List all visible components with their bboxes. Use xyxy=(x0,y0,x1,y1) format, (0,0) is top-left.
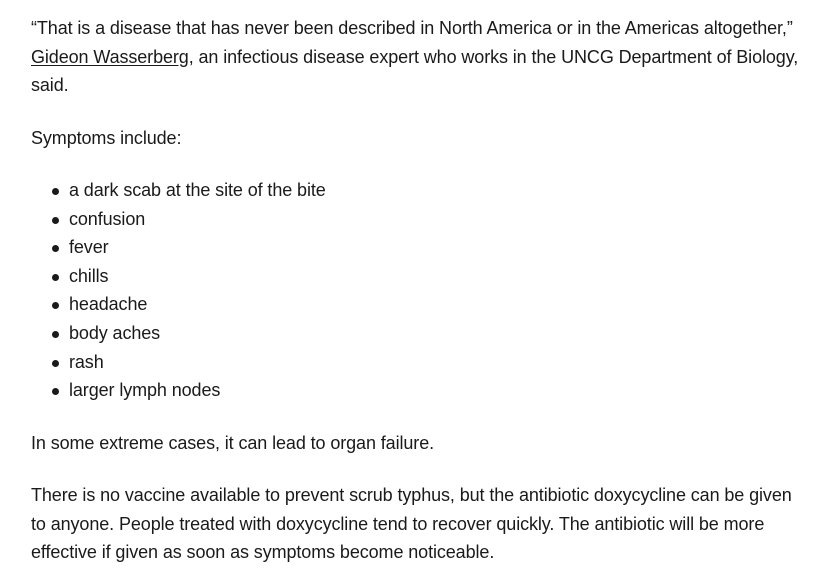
list-item xyxy=(69,348,811,377)
treatment-paragraph: There is no vaccine available to prevent scrub typhus, but the antibiotic doxycycline can be given to anyone. People treated with doxycycline tend to recover quickly. The antibiotic will be more effective if given as soon as symptoms become noticeable. xyxy=(31,485,792,563)
list-item xyxy=(69,233,811,262)
bullet-icon xyxy=(52,245,59,252)
quote-text-before-link: “That is a disease that has never been described in North America or in the Americas altogether,” xyxy=(31,18,793,38)
list-item xyxy=(69,319,811,348)
symptoms-list xyxy=(31,176,811,405)
list-item xyxy=(69,376,811,405)
list-item xyxy=(69,176,811,205)
extreme-cases-paragraph: In some extreme cases, it can lead to organ failure. xyxy=(31,432,435,453)
symptom-text: confusion xyxy=(69,208,146,229)
quote-paragraph xyxy=(31,14,811,100)
list-item xyxy=(69,290,811,319)
symptom-text: larger lymph nodes xyxy=(69,380,221,401)
bullet-icon xyxy=(52,302,59,309)
bullet-icon xyxy=(52,331,59,338)
expert-name-link[interactable]: Gideon Wasserberg xyxy=(31,46,189,67)
bullet-icon xyxy=(52,217,59,224)
quote-text-after-link: , an infectious disease expert who works in the UNCG Department of Biology, said. xyxy=(31,46,799,95)
bullet-icon xyxy=(52,360,59,367)
symptom-text: chills xyxy=(69,265,109,286)
bullet-icon xyxy=(52,274,59,281)
list-item xyxy=(69,205,811,234)
list-item xyxy=(69,262,811,291)
symptom-text: rash xyxy=(69,351,104,372)
symptoms-intro: Symptoms include: xyxy=(31,127,182,148)
symptom-text: headache xyxy=(69,294,148,315)
bullet-icon xyxy=(52,188,59,195)
symptom-text: fever xyxy=(69,237,109,258)
bullet-icon xyxy=(52,388,59,395)
symptom-text: body aches xyxy=(69,322,161,343)
symptom-text: a dark scab at the site of the bite xyxy=(69,180,326,200)
